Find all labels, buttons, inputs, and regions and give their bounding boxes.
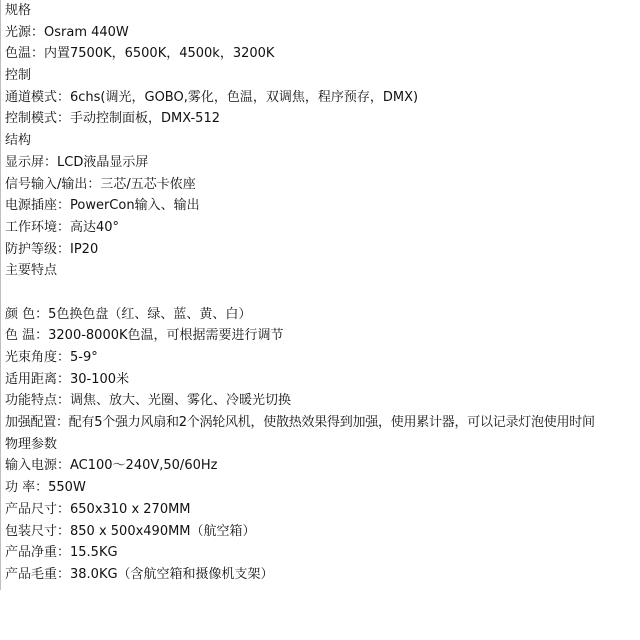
spec-line-wattage: 功 率：550W [5,480,86,496]
blank-line [1,282,640,304]
section-heading-structure: 结构 [5,133,32,149]
spec-line-control-mode: 控制模式：手动控制面板，DMX-512 [5,111,220,127]
spec-line-distance: 适用距离：30-100米 [5,371,130,387]
spec-line-colors: 颜 色：5色换色盘（红、绿、蓝、黄、白） [5,306,252,322]
spec-line-package-size: 包装尺寸：850 x 500x490MM（航空箱） [5,523,256,539]
spec-line-color-temp-range: 色 温：3200-8000K色温，可根据需要进行调节 [5,328,284,344]
spec-line-functions: 功能特点：调焦、放大、光圈、雾化、冷暖光切换 [5,393,292,409]
spec-line-input-power: 输入电源：AC100～240V,50/60Hz [5,458,218,474]
spec-line-light-source: 光源：Osram 440W [5,24,129,40]
spec-line-product-size: 产品尺寸：650x310 x 270MM [5,501,191,517]
spec-line-color-temp: 色温：内置7500K，6500K，4500k，3200K [5,46,275,62]
section-heading-features: 主要特点 [5,263,58,279]
section-heading-specs: 规格 [5,3,32,18]
spec-line-power-socket: 电源插座：PowerCon输入、输出 [5,198,200,214]
section-heading-physical: 物理参数 [5,436,58,452]
spec-line-display: 显示屏：LCD液晶显示屏 [5,154,149,170]
spec-line-beam-angle: 光束角度：5-9° [5,350,98,365]
spec-line-gross-weight: 产品毛重：38.0KG（含航空箱和摄像机支架） [5,566,274,582]
spec-line-protection: 防护等级：IP20 [5,241,99,257]
section-heading-control: 控制 [5,68,32,84]
spec-line-enhanced-config: 加强配置：配有5个强力风扇和2个涡轮风机，使散热效果得到加强，使用累计器，可以记录灯泡使用时间 [5,415,595,431]
spec-line-signal-io: 信号输入/输出：三芯/五芯卡侬座 [5,176,196,192]
spec-line-environment: 工作环境：高达40° [5,219,120,235]
spec-line-net-weight: 产品净重：15.5KG [5,545,118,561]
spec-line-channel-mode: 通道模式：6chs(调光，GOBO,雾化，色温，双调焦，程序预存，DMX) [5,89,419,105]
